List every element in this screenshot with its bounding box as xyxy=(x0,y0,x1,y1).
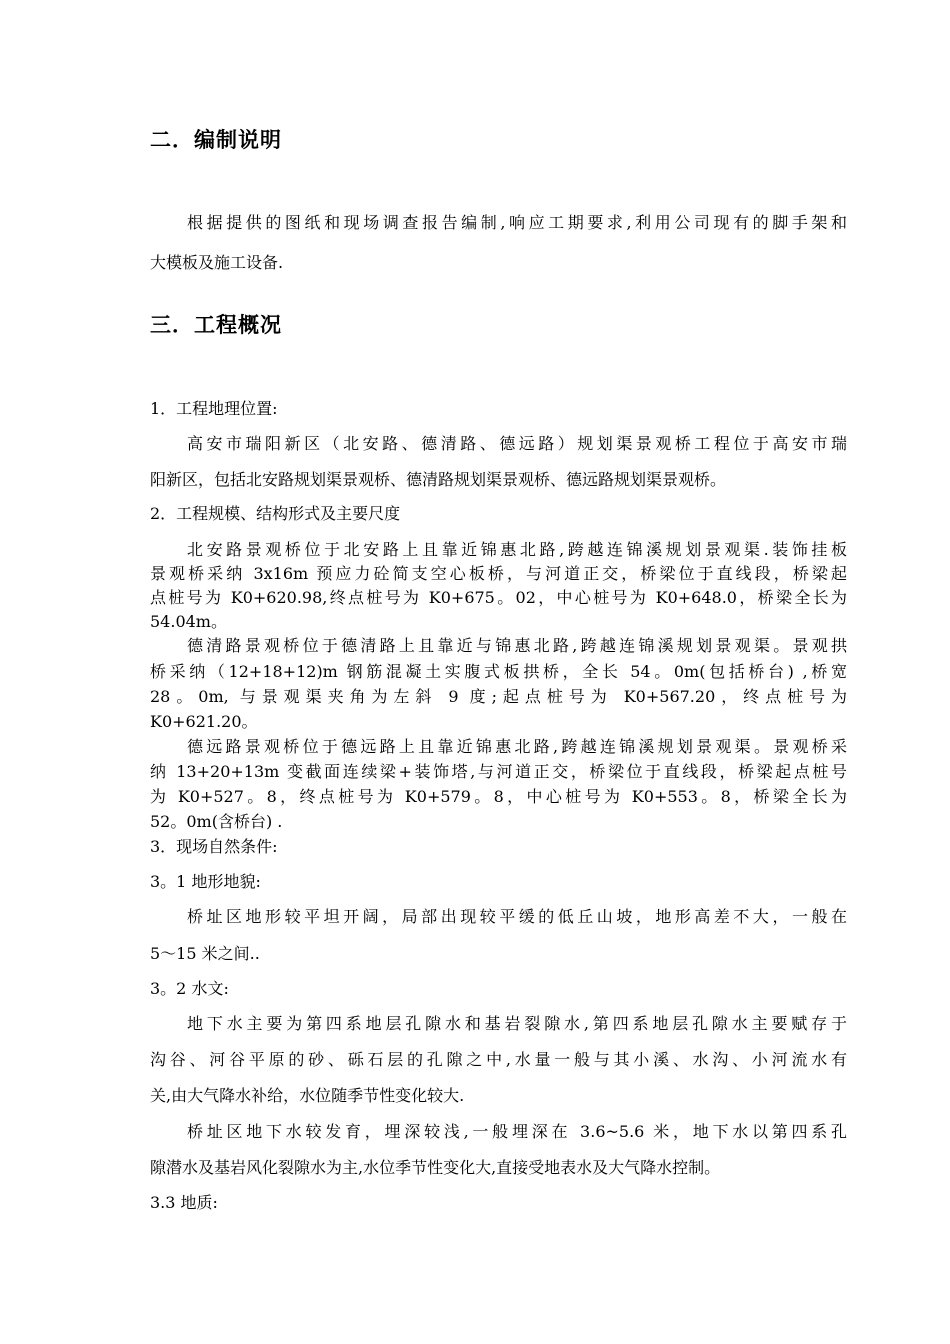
paragraph-line: 德清路景观桥位于德清路上且靠近与锦惠北路,跨越连锦溪规划景观渠。景观拱 xyxy=(187,636,847,655)
paragraph-line: 桥址区地下水较发育，埋深较浅,一般埋深在 3.6~5.6 米，地下水以第四系孔 xyxy=(187,1122,847,1141)
section-heading-project-overview: 三．工程概况 xyxy=(150,312,282,337)
paragraph-line: 地下水主要为第四系地层孔隙水和基岩裂隙水,第四系地层孔隙水主要赋存于 xyxy=(187,1014,847,1033)
subheading-line: 3.3 地质: xyxy=(150,1193,218,1212)
paragraph-line: 桥采纳（12+18+12)m 钢筋混凝土实腹式板拱桥，全长 54。0m(包括桥台) ,桥宽 xyxy=(150,662,847,681)
paragraph-line: 北安路景观桥位于北安路上且靠近锦惠北路,跨越连锦溪规划景观渠.装饰挂板 xyxy=(187,540,847,559)
paragraph-line: 阳新区，包括北安路规划渠景观桥、德清路规划渠景观桥、德远路规划渠景观桥。 xyxy=(150,470,727,489)
paragraph-line: K0+621.20。 xyxy=(150,712,258,731)
paragraph-line: 纳 13+20+13m 变截面连续梁+装饰塔,与河道正交，桥梁位于直线段，桥梁起点桩号 xyxy=(150,762,847,781)
paragraph-line: 根据提供的图纸和现场调查报告编制,响应工期要求,利用公司现有的脚手架和 xyxy=(187,213,847,232)
paragraph-line: 隙潜水及基岩风化裂隙水为主,水位季节性变化大,直接受地表水及大气降水控制。 xyxy=(150,1158,721,1177)
section-heading-compilation-notes: 二．编制说明 xyxy=(150,127,282,152)
paragraph-line: 关,由大气降水补给，水位随季节性变化较大. xyxy=(150,1086,465,1105)
subheading-line: 2．工程规模、结构形式及主要尺度 xyxy=(150,504,401,523)
paragraph-line: 为 K0+527。8，终点桩号为 K0+579。8，中心桩号为 K0+553。8，桥梁全长为 xyxy=(150,787,847,806)
paragraph-line: 大模板及施工设备. xyxy=(150,253,284,272)
subheading-line: 3。1 地形地貌: xyxy=(150,872,261,891)
paragraph-line: 点桩号为 K0+620.98,终点桩号为 K0+675。02，中心桩号为 K0+648.0，桥梁全长为 xyxy=(150,588,847,607)
paragraph-line: 景观桥采纳 3x16m 预应力砼简支空心板桥，与河道正交，桥梁位于直线段，桥梁起 xyxy=(150,564,847,583)
subheading-line: 1．工程地理位置: xyxy=(150,399,278,418)
paragraph-line: 桥址区地形较平坦开阔，局部出现较平缓的低丘山坡，地形高差不大，一般在 xyxy=(187,907,847,926)
paragraph-line: 5～15 米之间.. xyxy=(150,944,260,963)
paragraph-line: 高安市瑞阳新区（北安路、德清路、德远路）规划渠景观桥工程位于高安市瑞 xyxy=(187,434,847,453)
paragraph-line: 52。0m(含桥台) . xyxy=(150,812,283,831)
paragraph-line: 沟谷、河谷平原的砂、砾石层的孔隙之中,水量一般与其小溪、水沟、小河流水有 xyxy=(150,1050,847,1069)
paragraph-line: 德远路景观桥位于德远路上且靠近锦惠北路,跨越连锦溪规划景观渠。景观桥采 xyxy=(187,737,847,756)
subheading-line: 3．现场自然条件: xyxy=(150,837,278,856)
paragraph-line: 28。0m, 与景观渠夹角为左斜 9 度;起点桩号为 K0+567.20，终点桩号为 xyxy=(150,687,847,706)
paragraph-line: 54.04m。 xyxy=(150,612,227,631)
subheading-line: 3。2 水文: xyxy=(150,979,229,998)
